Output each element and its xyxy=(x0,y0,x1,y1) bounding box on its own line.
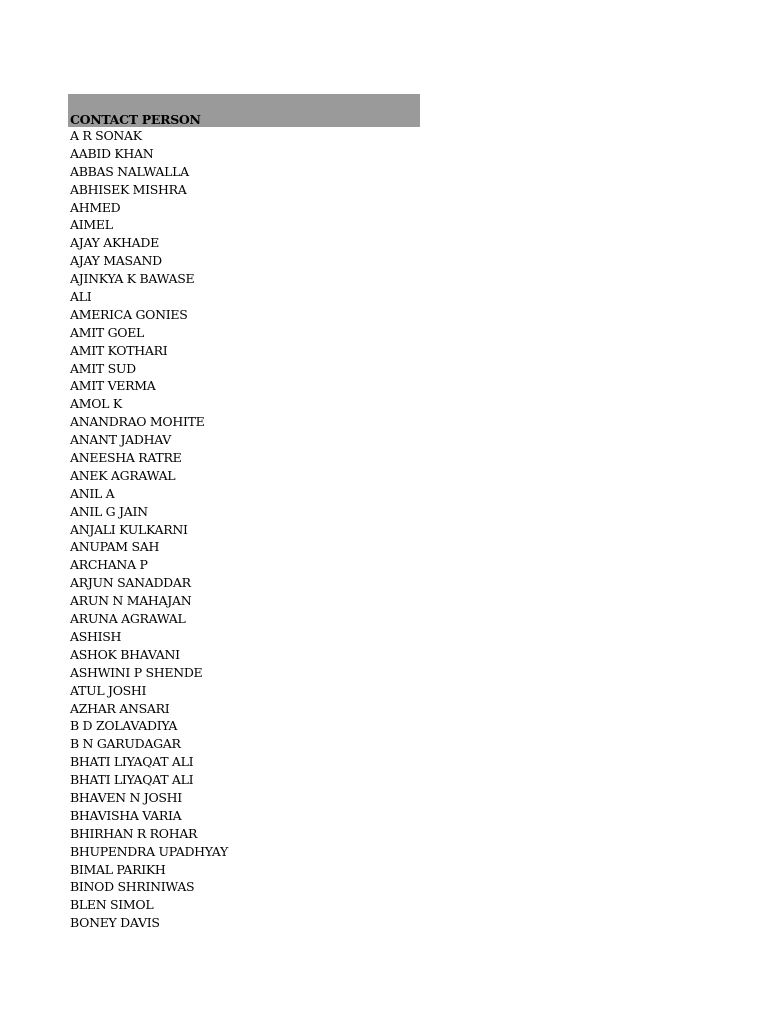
table-row: BHIRHAN R ROHAR xyxy=(70,825,198,841)
contact-list xyxy=(68,127,420,932)
table-row: AJAY MASAND xyxy=(70,253,162,269)
table-row: AMIT KOTHARI xyxy=(70,342,168,358)
table-row: AMERICA GONIES xyxy=(70,306,188,322)
column-header-contact-person: CONTACT PERSON xyxy=(70,112,201,127)
table-row: BINOD SHRINIWAS xyxy=(70,879,195,895)
table-row: B D ZOLAVADIYA xyxy=(70,718,178,734)
table-row: AMIT VERMA xyxy=(70,378,156,394)
table-row: BONEY DAVIS xyxy=(70,915,160,931)
table-row: ARJUN SANADDAR xyxy=(70,575,191,591)
table-row: ARUNA AGRAWAL xyxy=(70,611,186,627)
table-row: ANIL A xyxy=(70,485,115,501)
table-row: ASHOK BHAVANI xyxy=(70,646,180,662)
table-row: BHATI LIYAQAT ALI xyxy=(70,754,194,770)
table-row: ARUN N MAHAJAN xyxy=(70,593,192,609)
table-row: AMIT GOEL xyxy=(70,324,145,340)
table-row: ASHISH xyxy=(70,628,122,644)
table-row: ARCHANA P xyxy=(70,557,148,573)
table-row: A R SONAK xyxy=(70,128,142,143)
table-row: AJAY AKHADE xyxy=(70,235,159,251)
table-row: ANUPAM SAH xyxy=(70,539,160,555)
table-row: BHAVEN N JOSHI xyxy=(70,789,182,805)
table-row: AZHAR ANSARI xyxy=(70,700,170,716)
table-row: ANEK AGRAWAL xyxy=(70,467,176,483)
table-row: AIMEL xyxy=(70,217,113,233)
table-row: AJINKYA K BAWASE xyxy=(70,271,195,287)
table-row: ASHWINI P SHENDE xyxy=(70,664,203,680)
table-row: BHAVISHA VARIA xyxy=(70,807,182,823)
table-row: ATUL JOSHI xyxy=(70,682,147,698)
table-row: ANIL G JAIN xyxy=(70,503,148,519)
table-row: ANEESHA RATRE xyxy=(70,450,182,466)
table-row: ABBAS NALWALLA xyxy=(70,163,189,179)
table-row: ABHISEK MISHRA xyxy=(70,181,187,197)
contact-table xyxy=(68,94,420,932)
table-row: ANANDRAO MOHITE xyxy=(70,414,205,430)
table-row: ANJALI KULKARNI xyxy=(70,521,188,537)
table-row: ALI xyxy=(70,289,92,305)
table-header xyxy=(68,94,420,127)
table-row: ANANT JADHAV xyxy=(70,432,172,448)
table-row: BLEN SIMOL xyxy=(70,897,154,913)
table-row: BHUPENDRA UPADHYAY xyxy=(70,843,228,859)
table-row: BHATI LIYAQAT ALI xyxy=(70,772,194,788)
table-row: AABID KHAN xyxy=(70,145,154,161)
table-row: AMIT SUD xyxy=(70,360,136,376)
table-row: BIMAL PARIKH xyxy=(70,861,166,877)
table-row: AMOL K xyxy=(70,396,122,412)
table-row: B N GARUDAGAR xyxy=(70,736,181,752)
table-row: AHMED xyxy=(70,199,121,215)
